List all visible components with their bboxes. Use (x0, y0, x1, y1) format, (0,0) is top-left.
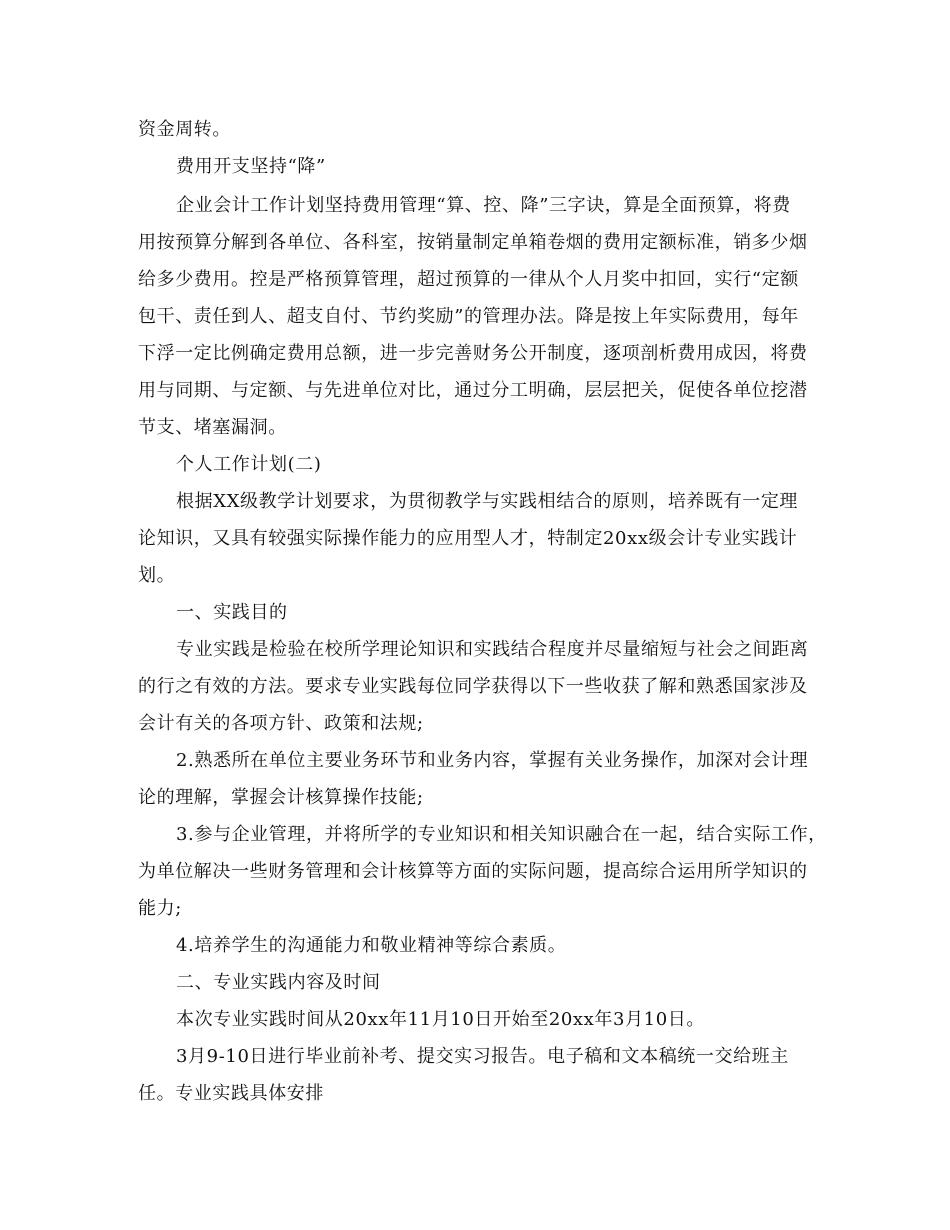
text-line: 论知识，又具有较强实际操作能力的应用型人才，特制定20xx级会计专业实践计 (138, 528, 798, 549)
text-line: 能力; (138, 898, 182, 919)
text-line: 给多少费用。控是严格预算管理，超过预算的一律从个人月奖中扣回，实行“定额 (138, 269, 799, 290)
text-line: 论的理解，掌握会计核算操作技能; (138, 787, 424, 808)
text-line: 会计有关的各项方针、政策和法规; (138, 713, 424, 734)
text-line: 的行之有效的方法。要求专业实践每位同学获得以下一些收获了解和熟悉国家涉及 (138, 676, 808, 697)
text-line: 企业会计工作计划坚持费用管理“算、控、降”三字诀，算是全面预算，将费 (176, 195, 791, 216)
text-line: 为单位解决一些财务管理和会计核算等方面的实际问题，提高综合运用所学知识的 (138, 861, 808, 882)
text-line: 4.培养学生的沟通能力和敬业精神等综合素质。 (176, 935, 567, 956)
text-line: 本次专业实践时间从20xx年11月10日开始至20xx年3月10日。 (176, 1009, 705, 1030)
text-line: 节支、堵塞漏洞。 (138, 417, 287, 438)
section-heading: 一、实践目的 (176, 602, 288, 623)
text-line: 2.熟悉所在单位主要业务环节和业务内容，掌握有关业务操作，加深对会计理 (176, 750, 809, 771)
text-line: 划。 (138, 565, 176, 586)
text-line: 3月9-10日进行毕业前补考、提交实习报告。电子稿和文本稿统一交给班主 (176, 1046, 789, 1067)
section-heading: 个人工作计划(二) (176, 454, 322, 475)
text-line: 专业实践是检验在校所学理论知识和实践结合程度并尽量缩短与社会之间距离 (176, 639, 809, 660)
section-heading: 费用开支坚持“降” (176, 156, 326, 177)
text-line: 任。专业实践具体安排 (138, 1083, 324, 1104)
section-heading: 二、专业实践内容及时间 (176, 972, 381, 993)
text-line: 包干、责任到人、超支自付、节约奖励”的管理办法。降是按上年实际费用，每年 (138, 306, 799, 327)
text-line: 根据XX级教学计划要求，为贯彻教学与实践相结合的原则，培养既有一定理 (176, 491, 799, 512)
text-line: 3.参与企业管理，并将所学的专业知识和相关知识融合在一起，结合实际工作， (176, 824, 827, 845)
text-line: 用按预算分解到各单位、各科室，按销量制定单箱卷烟的费用定额标准，销多少烟 (138, 232, 808, 253)
text-line: 用与同期、与定额、与先进单位对比，通过分工明确，层层把关，促使各单位挖潜 (138, 380, 808, 401)
text-line: 下浮一定比例确定费用总额，进一步完善财务公开制度，逐项剖析费用成因，将费 (138, 343, 808, 364)
text-line: 资金周转。 (138, 119, 231, 140)
